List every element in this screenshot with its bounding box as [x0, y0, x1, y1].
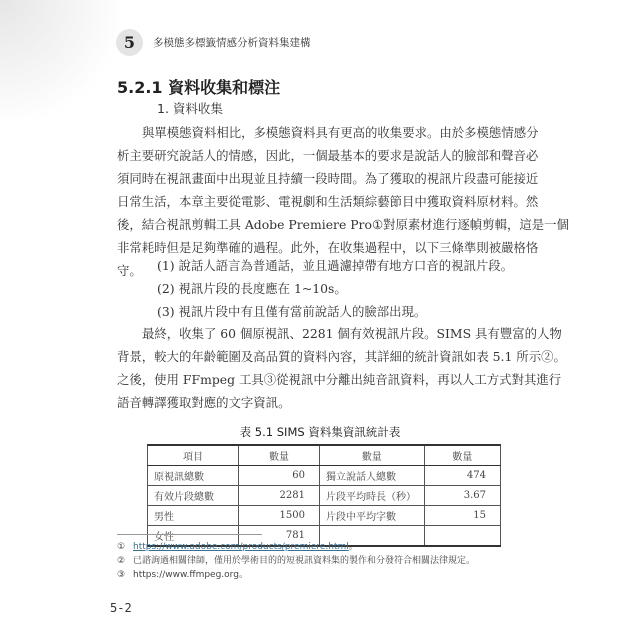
table-cell: 原視訊總數 [148, 466, 239, 486]
table-row [148, 466, 501, 486]
chapter-title: 多模態多標籤情感分析資料集建構 [153, 37, 311, 49]
paragraph-line: 最終，收集了 60 個原視訊、2281 個有效視訊片段。SIMS 具有豐富的人物 [142, 326, 562, 341]
table-cell: 有效片段總數 [148, 486, 239, 506]
table-cell: 3.67 [424, 486, 500, 506]
column-header: 數量 [239, 445, 320, 466]
table-cell: 片段中平均字數 [319, 506, 424, 526]
subsection-title: 1. 資料收集 [157, 101, 223, 116]
table-cell: 15 [424, 506, 500, 526]
criteria-item: (3) 視訊片段中有且僅有當前說話人的臉部出現。 [157, 304, 427, 319]
stats-table [147, 444, 501, 547]
footnote-text: 已諮詢過相關律師，僅用於學術目的的短視訊資料集的製作和分發符合相關法律規定。 [133, 556, 476, 566]
paragraph-line: 之後，使用 FFmpeg 工具③從視訊中分離出純音訊資料，再以人工方式對其進行 [117, 372, 562, 387]
footnote-link[interactable]: https://www.adobe.com/products/premiere.html [133, 542, 349, 552]
criteria-item: (1) 說話人語言為普通話，並且過濾掉帶有地方口音的視訊片段。 [157, 258, 514, 273]
paragraph-line: 日常生活，本章主要從電影、電視劇和生活類綜藝節目中獲取資料原材料。然 [117, 194, 539, 209]
table-row [148, 486, 501, 506]
criteria-item: (2) 視訊片段的長度應在 1~10s。 [157, 281, 347, 296]
footnote [117, 539, 358, 552]
table-cell: 2281 [239, 486, 320, 506]
table-cell: 獨立說話人總數 [319, 466, 424, 486]
paragraph-line: 守。 [117, 263, 142, 278]
table-cell [424, 526, 500, 547]
column-header: 數量 [424, 445, 500, 466]
footnote [117, 553, 475, 566]
table-row [148, 506, 501, 526]
table-caption: 表 5.1 SIMS 資料集資訊統計表 [239, 425, 401, 439]
table-cell: 男性 [148, 506, 239, 526]
paragraph-line: 語音轉譯獲取對應的文字資訊。 [117, 395, 291, 410]
table-cell: 60 [239, 466, 320, 486]
column-header: 數量 [319, 445, 424, 466]
table-header-row [148, 445, 501, 466]
table-cell: 女性 [148, 526, 239, 547]
page-number: 5-2 [110, 601, 132, 615]
chapter-number-badge: 5 [116, 29, 143, 56]
table-cell: 1500 [239, 506, 320, 526]
paragraph-line: 背景，較大的年齡範圍及高品質的資料內容，其詳細的統計資訊如表 5.1 所示②。 [117, 349, 566, 364]
paragraph-line: 非常耗時但是足夠準確的過程。此外，在收集過程中，以下三條準則被嚴格恪 [117, 240, 539, 255]
paragraph-line: 後，結合視訊剪輯工具 Adobe Premiere Pro①對原素材進行逐幀剪輯，這是一個 [117, 217, 569, 232]
footnote-suffix: 。 [348, 542, 358, 552]
footnote-suffix: 。 [238, 570, 248, 580]
paragraph-line: 與單模態資料相比，多模態資料具有更高的收集要求。由於多模態情感分 [142, 125, 539, 140]
footnote-marker: ③ [117, 570, 126, 580]
footnote-link[interactable]: https://www.ffmpeg.org [133, 570, 239, 580]
footnote-marker: ② [117, 556, 126, 566]
column-header: 項目 [148, 445, 239, 466]
table-cell: 781 [239, 526, 320, 547]
paragraph-line: 析主要研究說話人的情感，因此，一個最基本的要求是說話人的臉部和聲音必 [117, 148, 539, 163]
footnote-divider [117, 534, 262, 535]
table-cell: 474 [424, 466, 500, 486]
table-cell: 片段平均時長（秒） [319, 486, 424, 506]
header-decoration [0, 0, 120, 120]
footnote-marker: ① [117, 542, 126, 552]
section-title: 5.2.1 資料收集和標注 [117, 78, 281, 97]
footnote [117, 567, 248, 580]
paragraph-line: 須同時在視訊畫面中出現並且持續一段時間。為了獲取的視訊片段盡可能接近 [117, 171, 539, 186]
